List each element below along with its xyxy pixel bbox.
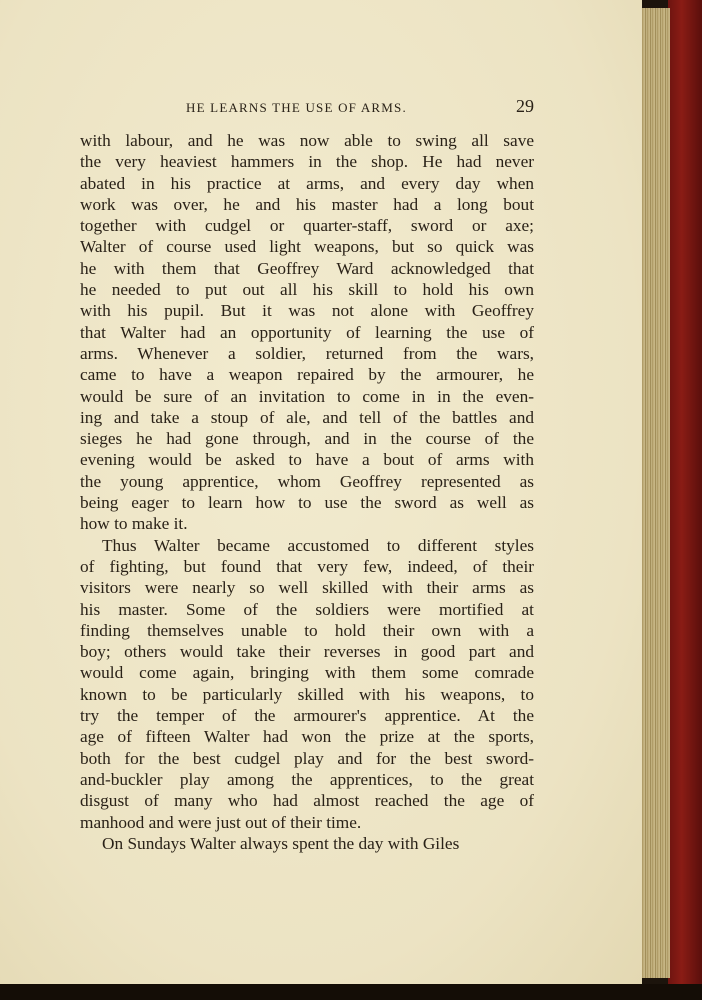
text-line: arms. Whenever a soldier, returned from the wars, [80,343,534,363]
text-line: manhood and were just out of their time. [80,812,362,832]
text-line: evening would be asked to have a bout of arms with [80,450,534,470]
text-line: abated in his practice at arms, and every day when [80,173,534,193]
text-line: work was over, he and his master had a long bout [80,194,534,214]
text-line: and-buckler play among the apprentices, to the great [80,769,534,789]
book-cover-edge [668,0,702,1000]
book-cover-bottom [0,984,702,1000]
page-number: 29 [516,96,534,116]
text-line: Thus Walter became accustomed to different styles [102,535,534,555]
text-line: being eager to learn how to use the sword as well as [80,493,534,513]
text-line: his master. Some of the soldiers were mortified at [80,599,534,619]
text-line: together with cudgel or quarter-staff, sword or axe; [80,216,534,236]
text-line: both for the best cudgel play and for the best sword- [80,748,534,768]
text-line: that Walter had an opportunity of learning the use of [80,322,534,342]
text-line: disgust of many who had almost reached the age of [80,791,534,811]
text-line: visitors were nearly so well skilled with their arms as [80,578,534,598]
text-line: Walter of course used light weapons, but so quick was [80,237,534,257]
text-line: boy; others would take their reverses in good part and [80,642,534,662]
text-line: known to be particularly skilled with his weapons, to [80,684,534,704]
text-line: finding themselves unable to hold their own with a [80,620,534,640]
text-line: came to have a weapon repaired by the armourer, he [80,365,534,385]
text-line: try the temper of the armourer's apprentice. At the [80,706,534,726]
running-title: HE LEARNS THE USE OF ARMS. [186,100,407,115]
text-line: age of fifteen Walter had won the prize at the sports, [80,727,534,747]
text-line: with labour, and he was now able to swing all save [80,131,534,150]
text-line: how to make it. [80,514,188,534]
text-line: would come again, bringing with them some comrade [80,663,534,683]
text-line: he with them that Geoffrey Ward acknowledged that [80,258,534,278]
text-line: with his pupil. But it was not alone with Geoffrey [80,301,534,321]
text-line: On Sundays Walter always spent the day with Giles [102,833,460,853]
text-line: ing and take a stoup of ale, and tell of the battles and [80,407,534,427]
text-line: he needed to put out all his skill to hold his own [80,280,534,300]
text-line: the very heaviest hammers in the shop. He had never [80,152,534,172]
text-line: of fighting, but found that very few, indeed, of their [80,556,534,576]
running-head [80,96,534,120]
body-text [80,130,534,854]
text-line: the young apprentice, whom Geoffrey represented as [80,471,534,491]
text-line: would be sure of an invitation to come in in the even- [80,386,534,406]
text-line: sieges he had gone through, and in the course of the [80,429,534,449]
